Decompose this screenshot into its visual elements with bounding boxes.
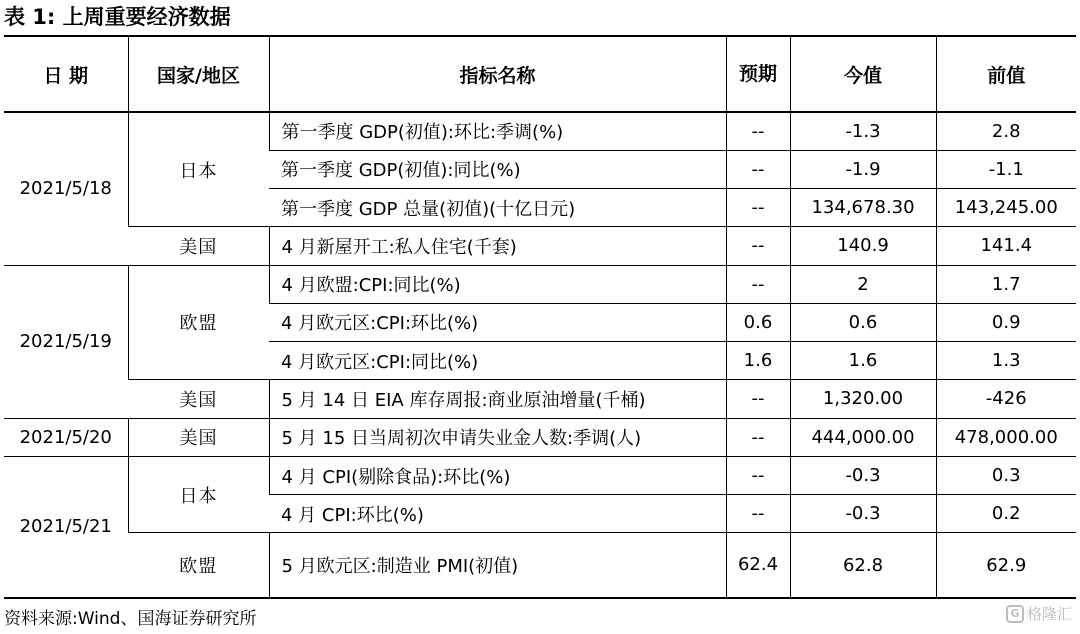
table-row xyxy=(4,456,1076,494)
table-row xyxy=(4,265,1076,303)
country-cell: 欧盟 xyxy=(128,265,269,380)
indicator-cell: 4 月欧元区:CPI:同比(%) xyxy=(269,342,726,380)
table-row xyxy=(4,112,1076,150)
indicator-cell: 4 月 CPI(剔除食品):环比(%) xyxy=(269,456,726,494)
indicator-cell: 4 月 CPI:环比(%) xyxy=(269,495,726,533)
table-title: 表 1: 上周重要经济数据 xyxy=(4,5,231,29)
table-row xyxy=(4,380,1076,418)
table-row xyxy=(4,533,1076,598)
current-cell: 62.8 xyxy=(790,533,936,598)
expected-cell: -- xyxy=(726,456,790,494)
current-cell: -1.9 xyxy=(790,150,936,188)
current-cell: 1.6 xyxy=(790,342,936,380)
expected-cell: -- xyxy=(726,227,790,265)
date-cell: 2021/5/20 xyxy=(4,418,128,456)
header-current: 今值 xyxy=(790,36,936,112)
current-cell: 2 xyxy=(790,265,936,303)
expected-cell: -- xyxy=(726,112,790,150)
previous-cell: 143,245.00 xyxy=(936,189,1076,227)
header-row xyxy=(4,36,1076,112)
header-indicator: 指标名称 xyxy=(269,36,726,112)
expected-cell: -- xyxy=(726,418,790,456)
current-cell: -0.3 xyxy=(790,495,936,533)
previous-cell: 1.3 xyxy=(936,342,1076,380)
previous-cell: 0.2 xyxy=(936,495,1076,533)
indicator-cell: 5 月 15 日当周初次申请失业金人数:季调(人) xyxy=(269,418,726,456)
gelonghui-logo-icon: G xyxy=(1006,605,1024,623)
previous-cell: 141.4 xyxy=(936,227,1076,265)
previous-cell: 0.3 xyxy=(936,456,1076,494)
indicator-cell: 4 月欧盟:CPI:同比(%) xyxy=(269,265,726,303)
economic-data-table xyxy=(4,35,1076,599)
watermark-text: 格隆汇 xyxy=(1026,605,1072,623)
previous-cell: 478,000.00 xyxy=(936,418,1076,456)
indicator-cell: 第一季度 GDP(初值):同比(%) xyxy=(269,150,726,188)
country-cell: 日本 xyxy=(128,456,269,533)
date-cell: 2021/5/21 xyxy=(4,456,128,598)
expected-cell: 62.4 xyxy=(726,533,790,598)
current-cell: 0.6 xyxy=(790,303,936,341)
country-cell: 日本 xyxy=(128,112,269,227)
current-cell: 140.9 xyxy=(790,227,936,265)
table-row xyxy=(4,227,1076,265)
previous-cell: -1.1 xyxy=(936,150,1076,188)
indicator-cell: 4 月新屋开工:私人住宅(千套) xyxy=(269,227,726,265)
expected-cell: -- xyxy=(726,380,790,418)
country-cell: 欧盟 xyxy=(128,533,269,598)
indicator-cell: 4 月欧元区:CPI:环比(%) xyxy=(269,303,726,341)
header-country: 国家/地区 xyxy=(128,36,269,112)
expected-cell: -- xyxy=(726,150,790,188)
date-cell: 2021/5/19 xyxy=(4,265,128,418)
source-note: 资料来源:Wind、国海证券研究所 xyxy=(4,609,257,629)
indicator-cell: 5 月欧元区:制造业 PMI(初值) xyxy=(269,533,726,598)
current-cell: -1.3 xyxy=(790,112,936,150)
expected-cell: 1.6 xyxy=(726,342,790,380)
current-cell: 134,678.30 xyxy=(790,189,936,227)
country-cell: 美国 xyxy=(128,418,269,456)
indicator-cell: 第一季度 GDP 总量(初值)(十亿日元) xyxy=(269,189,726,227)
previous-cell: 0.9 xyxy=(936,303,1076,341)
header-date: 日 期 xyxy=(4,36,128,112)
previous-cell: 62.9 xyxy=(936,533,1076,598)
expected-cell: -- xyxy=(726,265,790,303)
expected-cell: -- xyxy=(726,189,790,227)
previous-cell: -426 xyxy=(936,380,1076,418)
country-cell: 美国 xyxy=(128,380,269,418)
table-row xyxy=(4,418,1076,456)
header-expected: 预期 xyxy=(726,36,790,112)
watermark xyxy=(1006,603,1072,624)
expected-cell: -- xyxy=(726,495,790,533)
current-cell: 444,000.00 xyxy=(790,418,936,456)
indicator-cell: 5 月 14 日 EIA 库存周报:商业原油增量(千桶) xyxy=(269,380,726,418)
previous-cell: 2.8 xyxy=(936,112,1076,150)
header-previous: 前值 xyxy=(936,36,1076,112)
current-cell: -0.3 xyxy=(790,456,936,494)
country-cell: 美国 xyxy=(128,227,269,265)
date-cell: 2021/5/18 xyxy=(4,112,128,265)
expected-cell: 0.6 xyxy=(726,303,790,341)
indicator-cell: 第一季度 GDP(初值):环比:季调(%) xyxy=(269,112,726,150)
previous-cell: 1.7 xyxy=(936,265,1076,303)
current-cell: 1,320.00 xyxy=(790,380,936,418)
